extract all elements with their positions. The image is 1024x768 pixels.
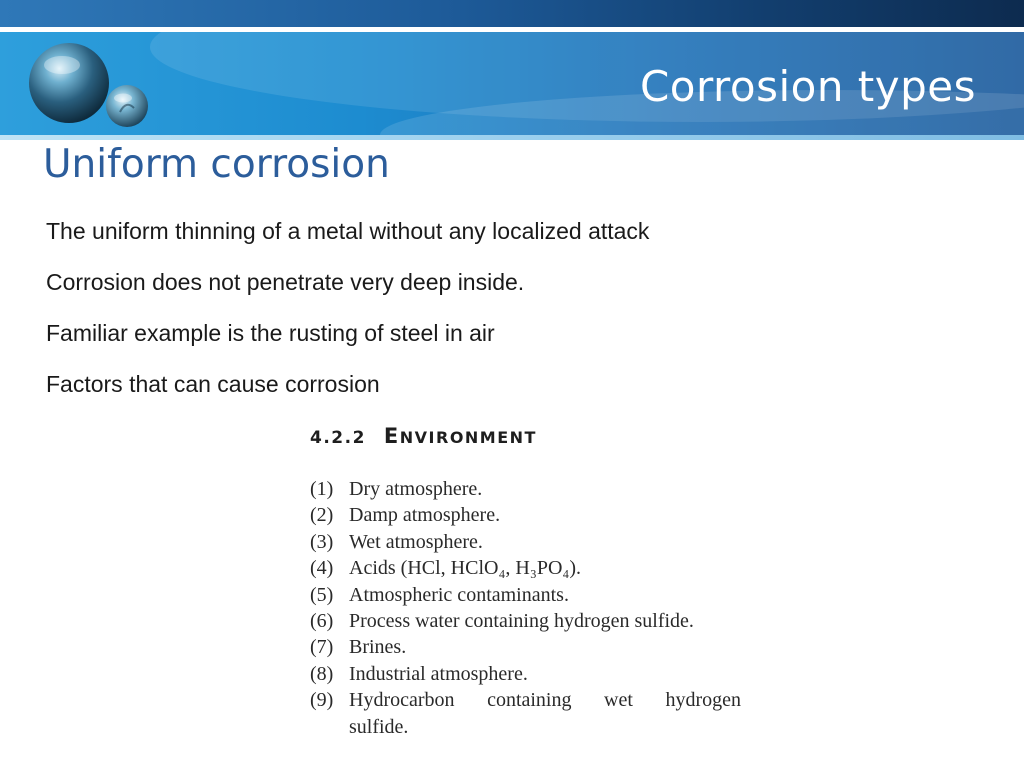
item-text: Damp atmosphere. [349,504,501,527]
banner-divider [0,135,1024,140]
slide-title: Corrosion types [639,62,976,111]
section-heading: Uniform corrosion [43,142,390,187]
item-number: (3) [310,530,334,553]
item-number: (5) [310,583,334,606]
item-text: Industrial atmosphere. [349,662,528,685]
item-text: Wet atmosphere. [349,530,483,553]
item-text: Acids (HCl, HClO₄, H₃PO₄). [349,557,582,580]
item-word: containing [487,689,572,712]
item-number: (2) [310,504,334,527]
environment-figure [305,420,750,750]
list-item: Corrosion does not penetrate very deep inside. [46,269,525,295]
item-word: wet [604,689,633,712]
figure-heading-initial: E [383,424,400,448]
item-text: Atmospheric contaminants. [349,583,569,606]
item-number: (1) [310,478,334,500]
list-item: Factors that can cause corrosion [46,371,380,397]
item-number: (6) [310,609,334,632]
figure-section-number: 4.2.2 [310,428,366,448]
bullet-list [46,216,806,420]
item-number: (7) [310,636,334,659]
item-number: (8) [310,662,334,685]
item-text [349,689,741,711]
item-word: hydrogen [665,689,741,712]
item-text: sulfide. [349,715,409,738]
item-text: Process water containing hydrogen sulfide. [349,609,694,632]
figure-heading-rest: NVIRONMENT [399,428,537,447]
item-number: (9) [310,689,334,712]
item-number: (4) [310,557,334,580]
top-bar [0,0,1024,27]
list-item: The uniform thinning of a metal without any localized attack [46,218,650,244]
figure-heading [310,424,537,448]
item-text: Brines. [349,636,407,659]
list-item: Familiar example is the rusting of steel in air [46,320,495,346]
globe-logo-icon [22,40,162,135]
item-word: Hydrocarbon [349,689,455,712]
item-text: Dry atmosphere. [349,478,483,500]
